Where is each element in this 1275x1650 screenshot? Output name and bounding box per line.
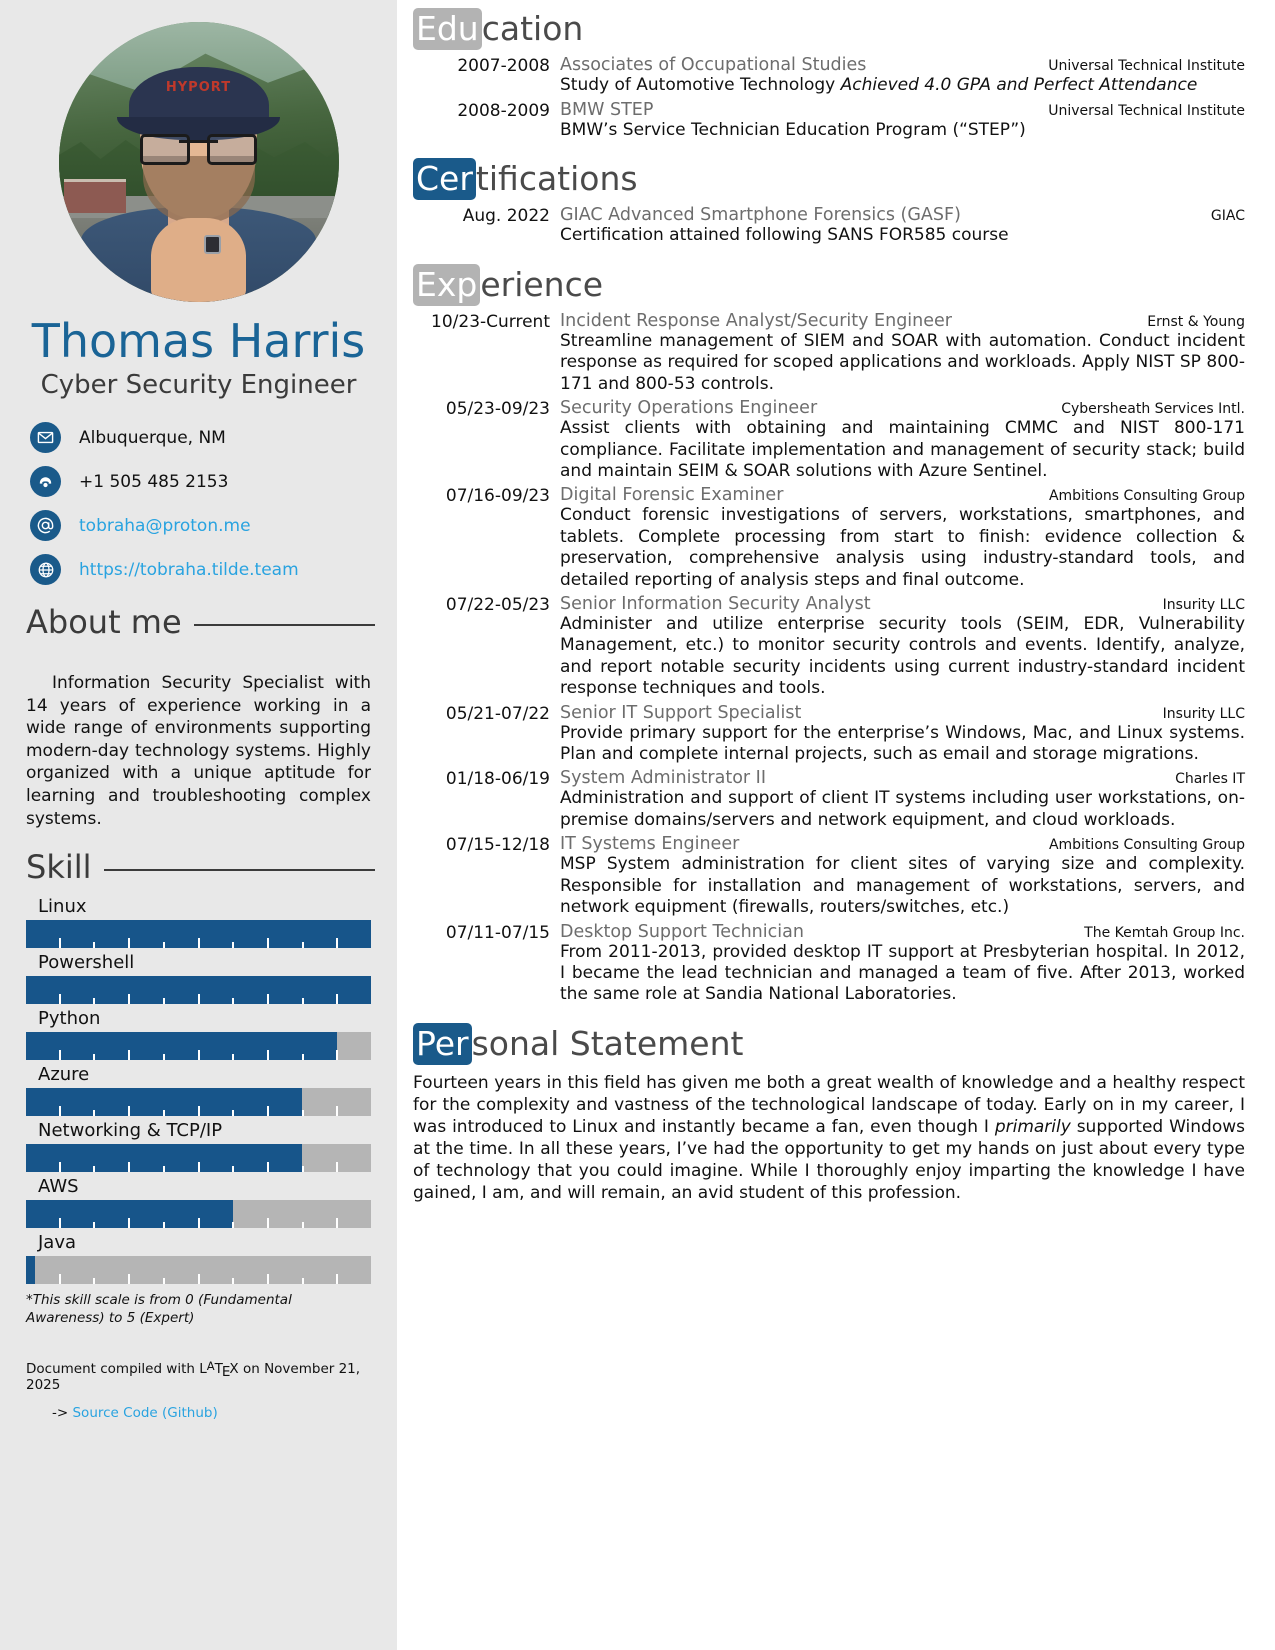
- skill-tick: [234, 994, 269, 1004]
- skill-tick: [234, 1274, 269, 1284]
- contact-phone: [30, 466, 397, 497]
- entry-body: [560, 398, 1245, 482]
- skill-tick: [95, 1106, 130, 1116]
- section-title-rest: sonal Statement: [471, 1023, 744, 1063]
- section-heading-experience: [413, 264, 1245, 305]
- skill-label: Java: [38, 1232, 77, 1254]
- skill-tick: [26, 1162, 61, 1172]
- photo-hands: [151, 218, 246, 302]
- skill-tick: [338, 942, 371, 948]
- section-spacer: [413, 1009, 1245, 1023]
- entry-organization: Insurity LLC: [1162, 705, 1245, 722]
- skill-tick: [130, 1166, 165, 1172]
- entry-header: [560, 398, 1245, 418]
- skill-bar-ticks: [26, 1106, 371, 1116]
- entry-role: Security Operations Engineer: [560, 398, 818, 419]
- entry-description: [560, 854, 1245, 918]
- entry-row: [413, 594, 1245, 700]
- entry-description: [560, 788, 1245, 831]
- entry-description-text: BMW’s Service Technician Education Program (“STEP”): [560, 119, 1026, 140]
- skill-tick: [269, 1278, 304, 1284]
- phone-icon: [30, 466, 61, 497]
- skill-tick: [165, 1162, 200, 1172]
- entry-row: [413, 100, 1245, 141]
- entry-organization: Ambitions Consulting Group: [1048, 488, 1245, 505]
- entry-organization: Ernst & Young: [1147, 313, 1245, 330]
- skill-tick: [26, 938, 61, 948]
- entry-body: [560, 311, 1245, 395]
- skill-tick: [269, 998, 304, 1004]
- skill-tick: [338, 1110, 371, 1116]
- skill-tick: [130, 1110, 165, 1116]
- entry-row: [413, 205, 1245, 246]
- skill-bar: [26, 1144, 371, 1172]
- entry-header: [560, 55, 1245, 75]
- entry-row: [413, 485, 1245, 591]
- entry-role: GIAC Advanced Smartphone Forensics (GASF): [560, 205, 961, 226]
- skill-tick: [61, 998, 96, 1004]
- skill-tick: [61, 1222, 96, 1228]
- envelope-icon: [30, 422, 61, 453]
- skill-tick: [26, 1274, 61, 1284]
- entry-description: [560, 723, 1245, 766]
- entry-organization: Ambitions Consulting Group: [1048, 837, 1245, 854]
- skill-tick: [61, 1278, 96, 1284]
- statement-emphasis: primarily: [994, 1117, 1071, 1138]
- photo-glasses-bridge: [179, 140, 218, 143]
- compiled-prefix: Document compiled with: [26, 1361, 200, 1378]
- about-heading: [0, 603, 397, 641]
- skill-tick: [304, 1274, 339, 1284]
- entry-row: [413, 834, 1245, 918]
- skill-tick: [200, 998, 235, 1004]
- skill-tick: [200, 942, 235, 948]
- about-text: Information Security Specialist with 14 years of experience working in a wide range of environments supporting modern-day technology systems. Highly organized with a unique aptitude for learning and troubleshooting complex systems.: [26, 673, 371, 829]
- skill-tick: [338, 1166, 371, 1172]
- skill-tick: [200, 1054, 235, 1060]
- skill-label: Azure: [38, 1064, 90, 1086]
- section-heading-education: [413, 8, 1245, 49]
- skills-heading-rule: [104, 869, 375, 871]
- entry-header: [560, 768, 1245, 788]
- entry-header: [560, 205, 1245, 225]
- entry-organization: Universal Technical Institute: [1048, 102, 1245, 119]
- entry-role: Digital Forensic Examiner: [560, 485, 784, 506]
- skills-heading: [0, 848, 397, 886]
- entry-row: [413, 55, 1245, 96]
- skill-bar: [26, 1200, 371, 1228]
- skill-tick: [61, 1054, 96, 1060]
- entry-body: [560, 485, 1245, 591]
- skill-item: [26, 1176, 371, 1228]
- skill-label: Python: [38, 1008, 101, 1030]
- skill-tick: [95, 1162, 130, 1172]
- skill-tick: [304, 1218, 339, 1228]
- contact-website[interactable]: [30, 554, 397, 585]
- entry-description-emphasis: Achieved 4.0 GPA and Perfect Attendance: [840, 75, 1198, 96]
- skill-tick: [269, 942, 304, 948]
- entry-body: [560, 922, 1245, 1006]
- entry-description: [560, 331, 1245, 395]
- entry-date: 01/18-06/19: [445, 769, 550, 790]
- section-heading-certifications: [413, 158, 1245, 199]
- skill-bar: [26, 1088, 371, 1116]
- skill-tick: [130, 1222, 165, 1228]
- entry-role: Incident Response Analyst/Security Engineer: [560, 310, 952, 331]
- entry-description-text: Study of Automotive Technology: [560, 75, 841, 96]
- skill-tick: [234, 1162, 269, 1172]
- entry-description-text: Assist clients with obtaining and maintaining CMMC and NIST 800-171 compliance. Facilitate implementation and management of security stack; build and maintain SEIM & SOAR solutions with Azure Sentinel.: [560, 418, 1245, 481]
- contact-email-text[interactable]: tobraha@proton.me: [79, 515, 251, 536]
- section-chip: Exp: [413, 264, 480, 306]
- skill-tick: [130, 1278, 165, 1284]
- entry-organization: Insurity LLC: [1162, 597, 1245, 614]
- entry-row: [413, 768, 1245, 831]
- skill-bar: [26, 1256, 371, 1284]
- contact-location-text: Albuquerque, NM: [79, 427, 226, 448]
- skills-heading-text: Skill: [26, 848, 92, 887]
- contact-email[interactable]: [30, 510, 397, 541]
- skill-tick: [165, 1050, 200, 1060]
- entry-date: 05/23-09/23: [445, 399, 550, 420]
- personal-statement-text: [413, 1072, 1245, 1205]
- skill-tick: [269, 1054, 304, 1060]
- skill-tick: [130, 998, 165, 1004]
- skill-tick: [234, 1106, 269, 1116]
- section-title-rest: tifications: [475, 159, 638, 199]
- skill-item: [26, 896, 371, 948]
- skill-label: Networking & TCP/IP: [38, 1120, 223, 1142]
- latex-logo: LATEX: [199, 1359, 239, 1381]
- compiled-suffix: on November 21, 2025: [26, 1361, 361, 1394]
- entry-header: [560, 703, 1245, 723]
- skill-bar: [26, 920, 371, 948]
- skills-list: [0, 886, 397, 1284]
- entry-description-text: Provide primary support for the enterprise’s Windows, Mac, and Linux systems. Plan and complete internal projects, such as email and storage migrations.: [560, 722, 1245, 765]
- main-content: [397, 0, 1275, 1650]
- skill-bar-ticks: [26, 1162, 371, 1172]
- entry-body: [560, 703, 1245, 766]
- skill-tick: [269, 1110, 304, 1116]
- section-chip: Per: [413, 1023, 472, 1065]
- entry-body: [560, 205, 1245, 246]
- skill-tick: [61, 1166, 96, 1172]
- section-chip: Cer: [413, 158, 476, 200]
- entry-header: [560, 311, 1245, 331]
- skill-tick: [234, 1050, 269, 1060]
- skill-tick: [338, 1054, 371, 1060]
- skill-bar-ticks: [26, 1218, 371, 1228]
- entry-description-text: Administer and utilize enterprise security tools (SEIM, EDR, Vulnerability Management, etc.) to monitor security controls and events. Identify, analyze, and report notable security incidents using current industry-standard incident response techniques and tools.: [560, 614, 1245, 699]
- skill-tick: [304, 994, 339, 1004]
- entry-description-text: Streamline management of SIEM and SOAR with automation. Conduct incident response as required for scoped applications and workloads. Apply NIST SP 800-171 and 800-53 controls.: [560, 330, 1245, 394]
- entry-row: [413, 311, 1245, 395]
- page-title: Thomas Harris: [31, 314, 366, 368]
- skill-tick: [200, 1110, 235, 1116]
- skill-tick: [338, 1222, 371, 1228]
- skill-bar: [26, 1032, 371, 1060]
- skill-tick: [95, 1050, 130, 1060]
- entry-date: 07/22-05/23: [445, 595, 550, 616]
- skill-tick: [234, 1218, 269, 1228]
- skills-note: *This skill scale is from 0 (Fundamental Awareness) to 5 (Expert): [26, 1292, 292, 1326]
- entry-role: BMW STEP: [560, 99, 654, 120]
- arrow-icon: ->: [52, 1405, 69, 1422]
- skill-tick: [26, 1106, 61, 1116]
- entry-organization: The Kemtah Group Inc.: [1084, 924, 1245, 941]
- entry-row: [413, 398, 1245, 482]
- skill-tick: [95, 1274, 130, 1284]
- photo-container: [0, 0, 397, 302]
- skill-tick: [95, 994, 130, 1004]
- contact-list: [0, 422, 397, 585]
- skill-bar-ticks: [26, 1274, 371, 1284]
- skill-tick: [234, 938, 269, 948]
- skill-tick: [26, 1050, 61, 1060]
- entry-description: [560, 614, 1245, 700]
- entry-date: 10/23-Current: [431, 311, 550, 332]
- globe-icon: [30, 554, 61, 585]
- skill-label: AWS: [38, 1176, 79, 1198]
- entry-description-text: Certification attained following SANS FOR585 course: [560, 225, 1009, 246]
- statement-part-2: supported Windows at the time. In all these years, I’ve had the opportunity to get my hands on just about every type of technology that you could imagine. While I thoroughly enjoy imparting the knowledge I have gained, I am, and will remain, an avid student of this profession.: [413, 1117, 1246, 1204]
- entry-description: [560, 75, 1245, 96]
- entry-description: [560, 418, 1245, 482]
- entry-body: [560, 594, 1245, 700]
- entry-role: Desktop Support Technician: [560, 921, 804, 942]
- entry-date: 2007-2008: [457, 56, 550, 77]
- skill-tick: [130, 1054, 165, 1060]
- entry-date: 07/15-12/18: [445, 835, 550, 856]
- source-code-line[interactable]: [0, 1393, 397, 1421]
- skill-item: [26, 1008, 371, 1060]
- source-code-link[interactable]: Source Code (Github): [72, 1405, 218, 1422]
- skill-item: [26, 1120, 371, 1172]
- entry-header: [560, 834, 1245, 854]
- skill-tick: [61, 942, 96, 948]
- skill-label: Linux: [38, 896, 87, 918]
- entry-body: [560, 55, 1245, 96]
- skill-tick: [165, 1106, 200, 1116]
- section-title-rest: cation: [481, 9, 584, 48]
- entry-description-text: From 2011-2013, provided desktop IT support at Presbyterian hospital. In 2012, I became the lead technician and managed a team of five. After 2013, worked the same role at Sandia National Laboratories.: [560, 941, 1245, 1005]
- photo-ring: [204, 235, 221, 254]
- statement-part-1: Fourteen years in this field has given me both a great wealth of knowledge and a healthy respect for the complexity and vastness of the technological landscape of today. Early on in my career, I was introduced to Linux and instantly became a fan, even though I: [413, 1072, 1245, 1138]
- skill-tick: [338, 1278, 371, 1284]
- skill-tick: [26, 1218, 61, 1228]
- contact-website-text[interactable]: https://tobraha.tilde.team: [79, 559, 299, 580]
- skill-tick: [304, 1162, 339, 1172]
- about-heading-text: About me: [26, 603, 182, 641]
- skill-tick: [304, 1106, 339, 1116]
- entry-role: Associates of Occupational Studies: [560, 55, 867, 76]
- entry-date: 2008-2009: [457, 100, 550, 121]
- entry-date: Aug. 2022: [462, 206, 550, 227]
- contact-phone-text: +1 505 485 2153: [79, 471, 229, 492]
- skill-tick: [269, 1222, 304, 1228]
- skill-item: [26, 952, 371, 1004]
- entry-date: 05/21-07/22: [445, 703, 550, 724]
- skill-tick: [61, 1110, 96, 1116]
- entry-organization: Universal Technical Institute: [1048, 58, 1245, 75]
- entry-description: [560, 942, 1245, 1006]
- entry-organization: Charles IT: [1175, 771, 1245, 788]
- skill-tick: [200, 1166, 235, 1172]
- skill-tick: [338, 998, 371, 1004]
- entry-description-text: MSP System administration for client sites of varying size and complexity. Responsible for installation and management of workstations, servers, and network equipment (firewalls, routers/switches, etc.): [560, 854, 1245, 918]
- skill-tick: [304, 1050, 339, 1060]
- skill-tick: [165, 994, 200, 1004]
- entry-description: [560, 505, 1245, 591]
- job-title: Cyber Security Engineer: [40, 370, 357, 400]
- skill-label: Powershell: [38, 952, 135, 974]
- skill-bar-ticks: [26, 938, 371, 948]
- about-heading-rule: [194, 624, 375, 626]
- skill-tick: [95, 1218, 130, 1228]
- entry-organization: GIAC: [1210, 208, 1245, 225]
- entry-header: [560, 100, 1245, 120]
- at-sign-icon: [30, 510, 61, 541]
- skill-tick: [130, 942, 165, 948]
- entry-description-text: Conduct forensic investigations of servers, workstations, smartphones, and tablets. Complete processing from start to finish: evidence collection & preservation, comprehensive analysis using industry-standard tools, and detailed reporting of analysis steps and final outcome.: [560, 505, 1245, 590]
- skill-tick: [165, 1218, 200, 1228]
- entry-header: [560, 485, 1245, 505]
- skill-tick: [269, 1166, 304, 1172]
- skill-item: [26, 1064, 371, 1116]
- entry-date: 07/11-07/15: [445, 922, 550, 943]
- section-spacer: [413, 144, 1245, 158]
- entry-date: 07/16-09/23: [445, 486, 550, 507]
- section-chip: Edu: [413, 8, 482, 50]
- skill-tick: [165, 938, 200, 948]
- entry-organization: Cybersheath Services Intl.: [1061, 401, 1245, 418]
- entry-role: Senior Information Security Analyst: [560, 594, 871, 615]
- sidebar: [0, 0, 397, 1650]
- photo-building: [64, 179, 126, 213]
- avatar: [59, 22, 339, 302]
- skill-tick: [26, 994, 61, 1004]
- skill-tick: [165, 1274, 200, 1284]
- entry-header: [560, 922, 1245, 942]
- entry-description: [560, 120, 1245, 141]
- contact-location: [30, 422, 397, 453]
- entry-role: IT Systems Engineer: [560, 834, 740, 855]
- skill-bar-ticks: [26, 994, 371, 1004]
- section-title-rest: erience: [480, 264, 604, 304]
- entry-role: System Administrator II: [560, 768, 767, 789]
- photo-cap-logo: HYPORT: [165, 79, 232, 95]
- skill-item: [26, 1232, 371, 1284]
- section-spacer: [413, 250, 1245, 264]
- skill-tick: [200, 1278, 235, 1284]
- entry-row: [413, 922, 1245, 1006]
- entry-description-text: Administration and support of client IT systems including user workstations, on-premise domains/servers and network equipment, and cloud workloads.: [560, 788, 1245, 830]
- entry-body: [560, 834, 1245, 918]
- entry-role: Senior IT Support Specialist: [560, 702, 802, 723]
- entry-row: [413, 703, 1245, 766]
- entry-body: [560, 768, 1245, 831]
- entry-body: [560, 100, 1245, 141]
- skill-bar-ticks: [26, 1050, 371, 1060]
- skill-bar: [26, 976, 371, 1004]
- skill-tick: [95, 938, 130, 948]
- entry-header: [560, 594, 1245, 614]
- entry-description: [560, 225, 1245, 246]
- skill-tick: [304, 938, 339, 948]
- document-footer: [0, 1327, 397, 1393]
- section-heading-personal-statement: [413, 1023, 1245, 1064]
- skill-tick: [200, 1222, 235, 1228]
